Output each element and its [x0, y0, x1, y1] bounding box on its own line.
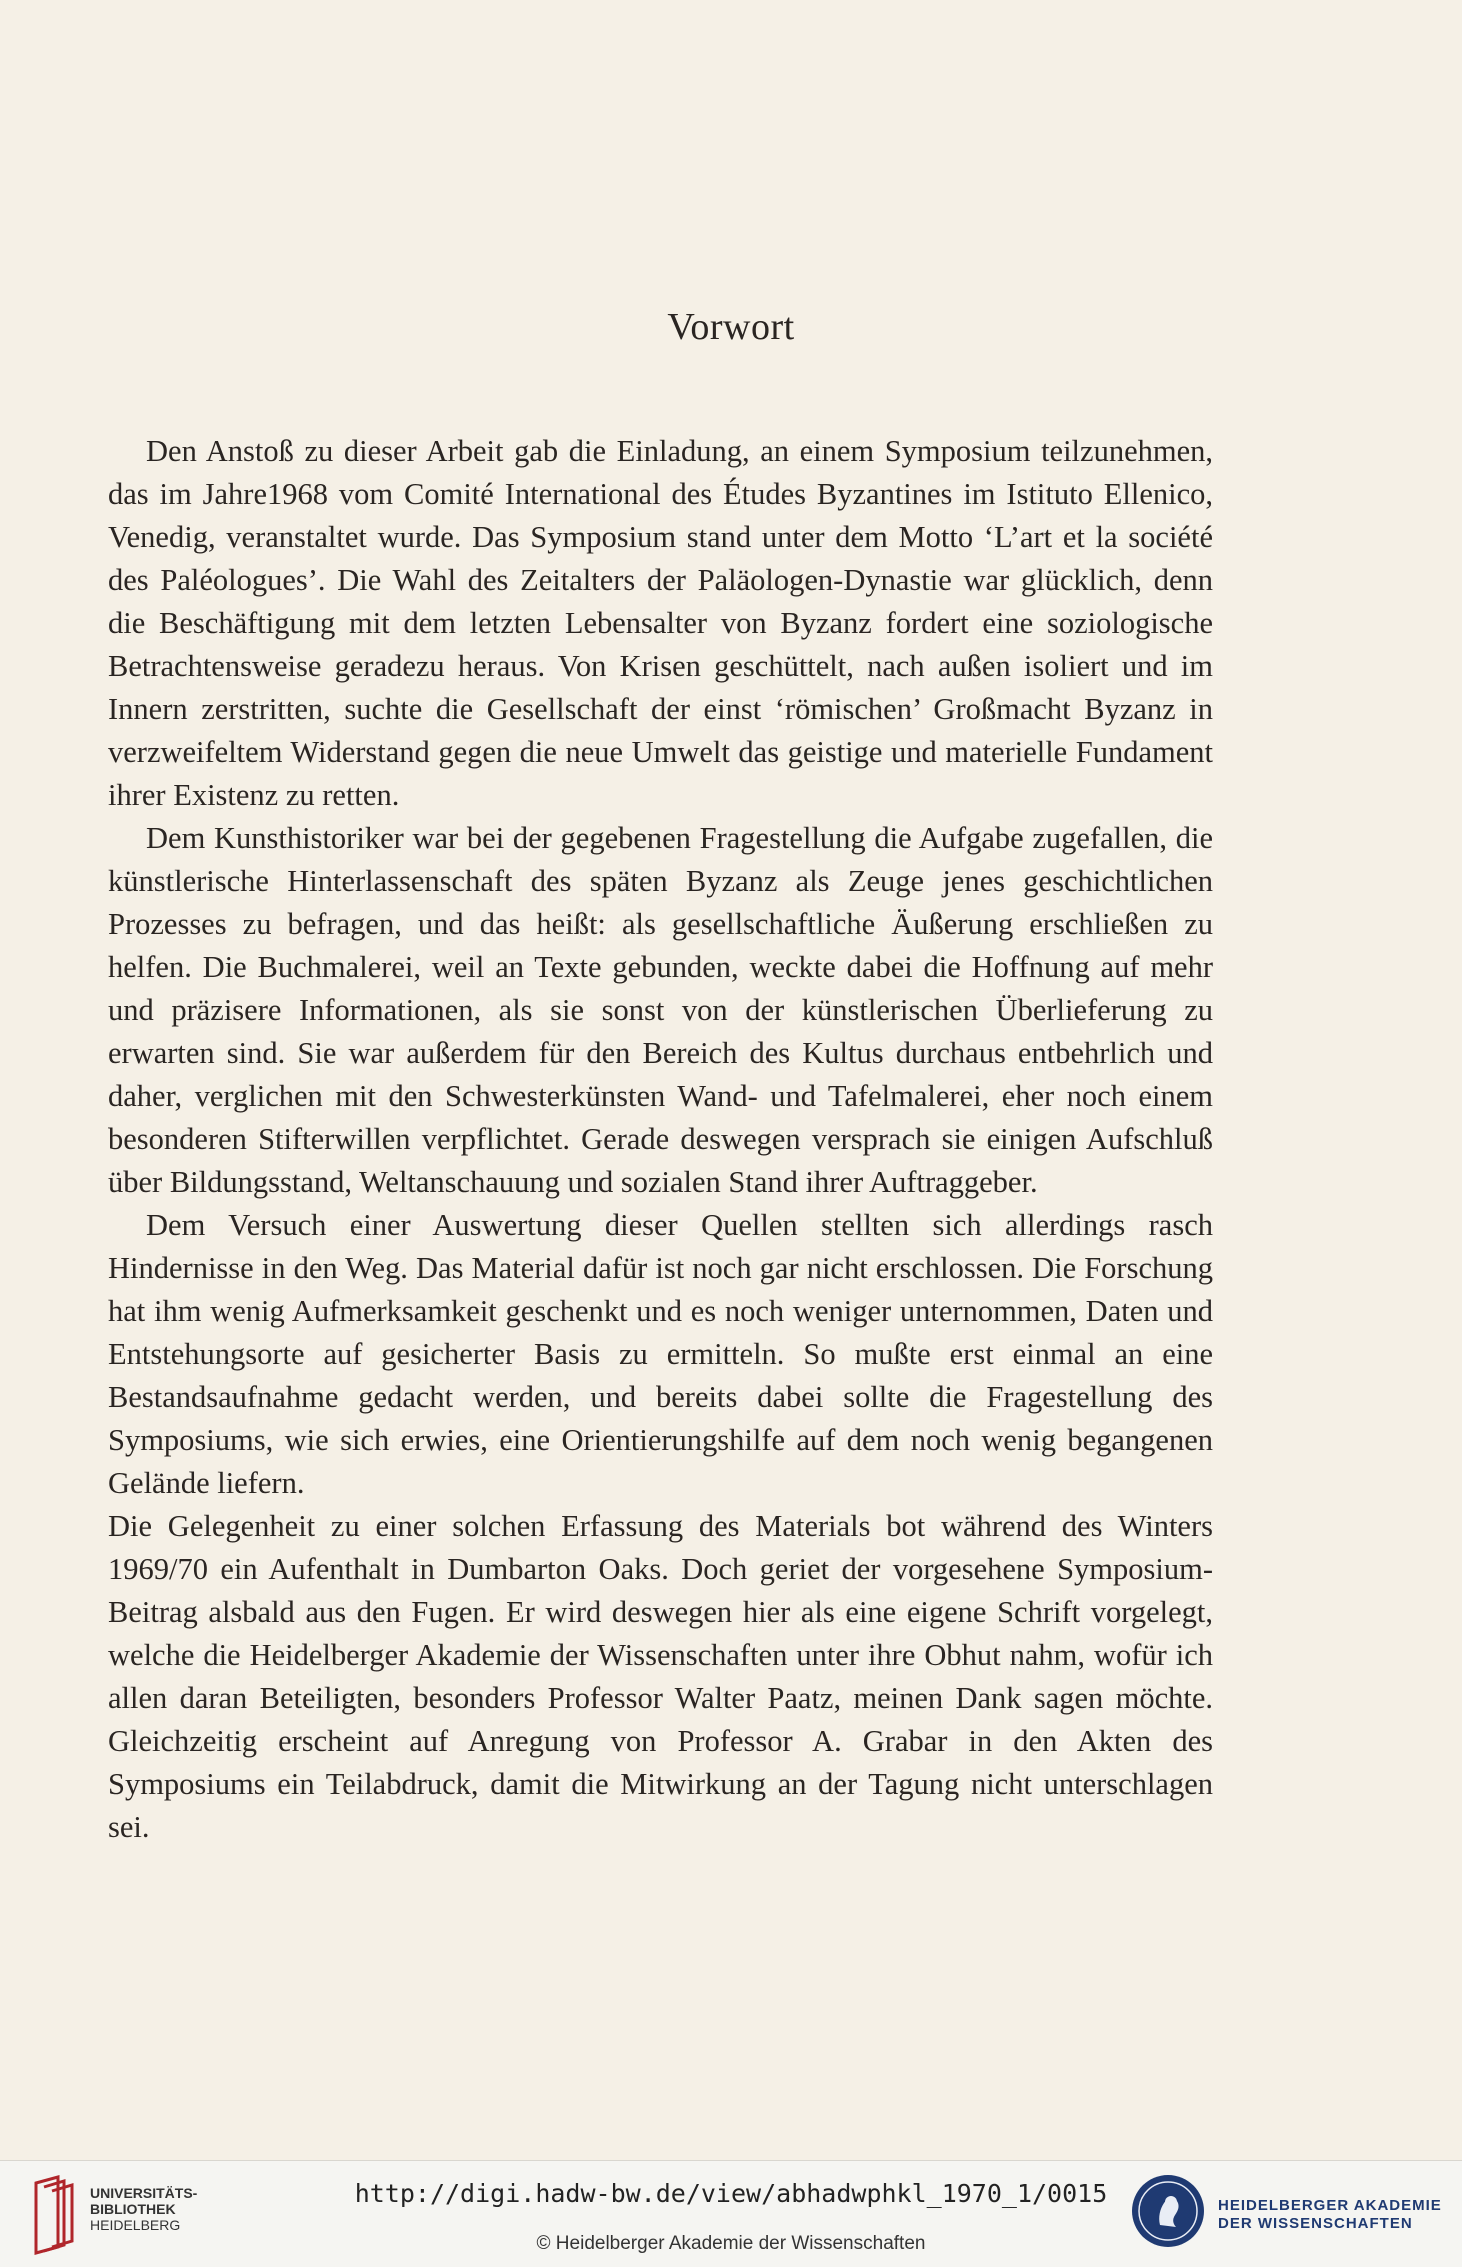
library-name-line: BIBLIOTHEK: [90, 2201, 176, 2217]
academy-seal-icon: [1130, 2173, 1206, 2249]
paragraph: Dem Kunsthistoriker war bei der gegebenen Fragestellung die Aufgabe zugefallen, die künstlerische Hinterlassenschaft des späten Byzanz als Zeuge jenes geschichtlichen Prozesses zu befragen, und das heißt: als gesellschaftliche Äußerung erschließen zu helfen. Die Buchmalerei, weil an Texte gebunden, weckte dabei die Hoffnung auf mehr und präzisere Informationen, als sie sonst von der künstlerischen Überlieferung zu erwarten sind. Sie war außerdem für den Bereich des Kultus durchaus entbehrlich und daher, verglichen mit den Schwesterkünsten Wand- und Tafelmalerei, eher noch einem besonderen Stifterwillen verpflichtet. Gerade deswegen versprach sie einigen Aufschluß über Bildungsstand, Weltanschauung und sozialen Stand ihrer Auftraggeber.: [108, 821, 1213, 1199]
library-name-line: HEIDELBERG: [90, 2217, 181, 2233]
library-name-line: UNIVERSITÄTS-: [90, 2185, 198, 2201]
permalink-url[interactable]: http://digi.hadw-bw.de/view/abhadwphkl_1970_1/0015: [354, 2179, 1108, 2208]
academy-name-line: DER WISSENSCHAFTEN: [1218, 2215, 1413, 2232]
paragraph: Die Gelegenheit zu einer solchen Erfassung des Materials bot während des Winters 1969/70 ein Aufenthalt in Dumbarton Oaks. Doch geriet der vorgesehene Symposium-Beitrag alsbald aus den Fugen. Er wird deswegen hier als eine eigene Schrift vorgelegt, welche die Heidelberger Akademie der Wissenschaften unter ihre Obhut nahm, wofür ich allen daran Beteiligten, besonders Professor Walter Paatz, meinen Dank sagen möchte. Gleichzeitig erscheint auf Anregung von Professor A. Grabar in den Akten des Symposiums ein Teilabdruck, damit die Mitwirkung an der Tagung nicht unterschlagen sei.: [108, 1509, 1213, 1844]
page-title: Vorwort: [667, 306, 795, 348]
paragraph: Den Anstoß zu dieser Arbeit gab die Einladung, an einem Symposium teilzunehmen, das im Jahre1968 vom Comité International des Études Byzantines im Istituto Ellenico, Venedig, veranstaltet wurde. Das Symposium stand unter dem Motto ‘L’art et la société des Paléologues’. Die Wahl des Zeitalters der Paläologen-Dynastie war glücklich, denn die Beschäftigung mit dem letzten Lebensalter von Byzanz fordert eine soziologische Betrachtensweise geradezu heraus. Von Krisen geschüttelt, nach außen isoliert und im Innern zerstritten, suchte die Gesellschaft der einst ‘römischen’ Großmacht Byzanz in verzweifeltem Widerstand gegen die neue Umwelt das geistige und materielle Fundament ihrer Existenz zu retten.: [108, 434, 1213, 812]
body-text: [108, 430, 1213, 1849]
academy-name: [1218, 2197, 1442, 2233]
academy-name-line: HEIDELBERGER AKADEMIE: [1218, 2197, 1442, 2214]
copyright-notice: © Heidelberger Akademie der Wissenschaften: [536, 2233, 926, 2254]
footer-bar: [0, 2160, 1462, 2267]
paragraph: Dem Versuch einer Auswertung dieser Quellen stellten sich allerdings rasch Hindernisse in den Weg. Das Material dafür ist noch gar nicht erschlossen. Die Forschung hat ihm wenig Aufmerksamkeit geschenkt und es noch weniger unternommen, Daten und Entstehungsorte auf gesicherter Basis zu ermitteln. So mußte erst einmal an eine Bestandsaufnahme gedacht werden, und bereits dabei sollte die Fragestellung des Symposiums, wie sich erwies, eine Orientierungshilfe auf dem noch wenig begangenen Gelände liefern.: [108, 1208, 1213, 1500]
